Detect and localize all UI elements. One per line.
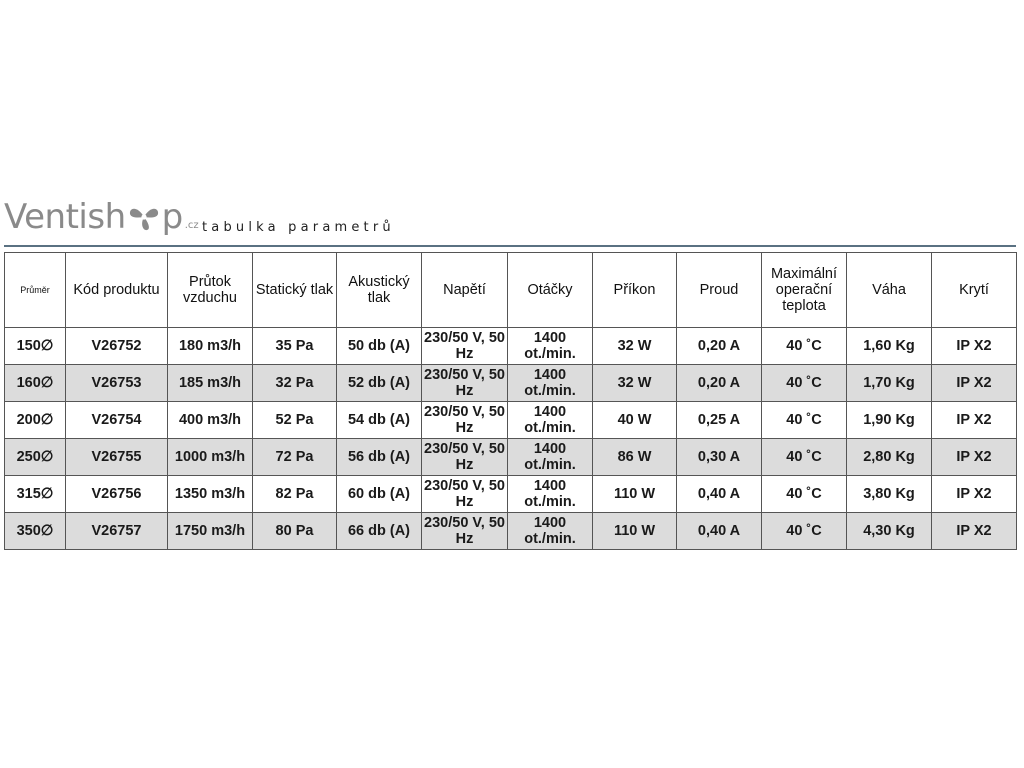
table-cell: IP X2 <box>932 328 1017 365</box>
table-cell: 3,80 Kg <box>847 476 932 513</box>
table-cell: 0,20 A <box>677 328 762 365</box>
table-cell: 230/50 V, 50 Hz <box>422 365 508 402</box>
table-cell: IP X2 <box>932 513 1017 550</box>
table-header <box>5 253 1017 328</box>
table-cell: 1400 ot./min. <box>508 439 593 476</box>
table-cell: 32 W <box>593 328 677 365</box>
table-body <box>5 328 1017 550</box>
column-header: Průtok vzduchu <box>168 253 253 328</box>
table-cell: 1,60 Kg <box>847 328 932 365</box>
table-cell: 32 W <box>593 365 677 402</box>
column-header: Váha <box>847 253 932 328</box>
table-cell: 180 m3/h <box>168 328 253 365</box>
table-cell: V26756 <box>66 476 168 513</box>
table-cell: 66 db (A) <box>337 513 422 550</box>
table-cell: 0,30 A <box>677 439 762 476</box>
table-cell: V26757 <box>66 513 168 550</box>
table-cell: 40 ˚C <box>762 328 847 365</box>
table-cell: 0,20 A <box>677 365 762 402</box>
column-header: Krytí <box>932 253 1017 328</box>
table-cell: 40 W <box>593 402 677 439</box>
table-cell: V26755 <box>66 439 168 476</box>
table-cell: 82 Pa <box>253 476 337 513</box>
table-cell: IP X2 <box>932 402 1017 439</box>
column-header: Příkon <box>593 253 677 328</box>
parameters-table <box>4 252 1017 550</box>
table-cell: 1,70 Kg <box>847 365 932 402</box>
table-cell: 0,40 A <box>677 513 762 550</box>
table-cell: IP X2 <box>932 439 1017 476</box>
table-cell: 54 db (A) <box>337 402 422 439</box>
table-cell: 1400 ot./min. <box>508 513 593 550</box>
header-row <box>5 253 1017 328</box>
table-row <box>5 476 1017 513</box>
column-header: Akustický tlak <box>337 253 422 328</box>
table-cell: 32 Pa <box>253 365 337 402</box>
table-cell: V26753 <box>66 365 168 402</box>
table-cell: IP X2 <box>932 365 1017 402</box>
table-cell: 250∅ <box>5 439 66 476</box>
table-cell: 1,90 Kg <box>847 402 932 439</box>
table-cell: 1350 m3/h <box>168 476 253 513</box>
table-cell: 110 W <box>593 476 677 513</box>
table-cell: 230/50 V, 50 Hz <box>422 513 508 550</box>
brand-header <box>4 197 199 246</box>
table-cell: 40 ˚C <box>762 513 847 550</box>
table-cell: 230/50 V, 50 Hz <box>422 439 508 476</box>
table-cell: 230/50 V, 50 Hz <box>422 402 508 439</box>
column-header: Maximální operační teplota <box>762 253 847 328</box>
table-cell: 4,30 Kg <box>847 513 932 550</box>
table-row <box>5 439 1017 476</box>
table-cell: 0,25 A <box>677 402 762 439</box>
table-cell: 72 Pa <box>253 439 337 476</box>
table-cell: 0,40 A <box>677 476 762 513</box>
column-header: Otáčky <box>508 253 593 328</box>
table-cell: 56 db (A) <box>337 439 422 476</box>
table-cell: 60 db (A) <box>337 476 422 513</box>
table-cell: 1400 ot./min. <box>508 328 593 365</box>
table-cell: 52 db (A) <box>337 365 422 402</box>
table-row <box>5 328 1017 365</box>
table-cell: 1000 m3/h <box>168 439 253 476</box>
table-cell: IP X2 <box>932 476 1017 513</box>
table-cell: 52 Pa <box>253 402 337 439</box>
table-cell: 200∅ <box>5 402 66 439</box>
fan-icon <box>127 201 161 231</box>
table-cell: 350∅ <box>5 513 66 550</box>
table-cell: 86 W <box>593 439 677 476</box>
table-cell: 230/50 V, 50 Hz <box>422 476 508 513</box>
logo-text-right: p <box>161 197 183 237</box>
table-cell: V26752 <box>66 328 168 365</box>
table-cell: 185 m3/h <box>168 365 253 402</box>
table-cell: 230/50 V, 50 Hz <box>422 328 508 365</box>
table-cell: 1400 ot./min. <box>508 476 593 513</box>
table-cell: 40 ˚C <box>762 476 847 513</box>
logo-text-left: Ventish <box>4 197 126 237</box>
table-cell: 110 W <box>593 513 677 550</box>
page-subtitle: tabulka parametrů <box>202 220 395 235</box>
table-cell: V26754 <box>66 402 168 439</box>
table-cell: 40 ˚C <box>762 365 847 402</box>
table-row <box>5 402 1017 439</box>
table-cell: 35 Pa <box>253 328 337 365</box>
table-cell: 315∅ <box>5 476 66 513</box>
table-cell: 80 Pa <box>253 513 337 550</box>
table-cell: 50 db (A) <box>337 328 422 365</box>
table-cell: 40 ˚C <box>762 402 847 439</box>
table-row <box>5 513 1017 550</box>
column-header: Napětí <box>422 253 508 328</box>
table-cell: 1400 ot./min. <box>508 365 593 402</box>
column-header: Statický tlak <box>253 253 337 328</box>
table-cell: 40 ˚C <box>762 439 847 476</box>
column-header: Průměr <box>5 253 66 328</box>
table-cell: 160∅ <box>5 365 66 402</box>
table-cell: 1750 m3/h <box>168 513 253 550</box>
column-header: Proud <box>677 253 762 328</box>
table-cell: 400 m3/h <box>168 402 253 439</box>
ventishop-logo <box>4 197 199 246</box>
table-cell: 1400 ot./min. <box>508 402 593 439</box>
column-header: Kód produktu <box>66 253 168 328</box>
logo-tld: .cz <box>184 220 199 231</box>
header-divider <box>4 245 1016 247</box>
table-row <box>5 365 1017 402</box>
table-cell: 150∅ <box>5 328 66 365</box>
table-cell: 2,80 Kg <box>847 439 932 476</box>
